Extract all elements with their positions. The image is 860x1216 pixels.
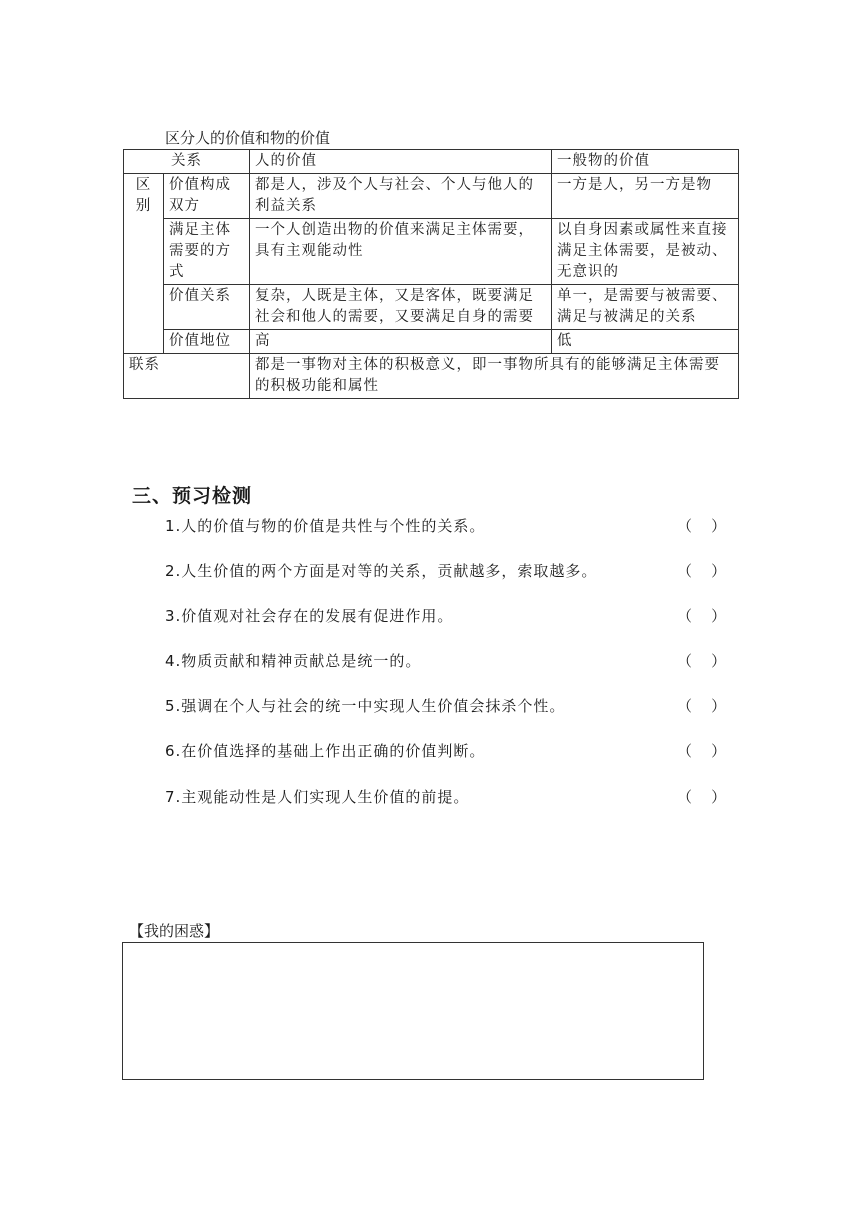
- row-aspect: 满足主体需要的方式: [164, 219, 250, 285]
- question-text: 6.在价值选择的基础上作出正确的价值判断。: [165, 742, 486, 760]
- comparison-table: [123, 149, 739, 399]
- question-item: [165, 651, 725, 671]
- table-row: [124, 174, 739, 219]
- header-human-value: 人的价值: [250, 150, 552, 174]
- answer-blank[interactable]: （ ）: [677, 742, 727, 760]
- table-row: [124, 285, 739, 330]
- row-aspect: 价值构成双方: [164, 174, 250, 219]
- answer-blank[interactable]: （ ）: [677, 607, 727, 625]
- question-item: [165, 516, 725, 536]
- header-thing-value: 一般物的价值: [552, 150, 739, 174]
- row-aspect: 价值关系: [164, 285, 250, 330]
- table-row: [124, 219, 739, 285]
- row-aspect: 价值地位: [164, 330, 250, 354]
- question-item: [165, 787, 725, 807]
- table-header-row: [124, 150, 739, 174]
- question-text: 2.人生价值的两个方面是对等的关系，贡献越多，索取越多。: [165, 562, 598, 580]
- link-label: 联系: [124, 354, 250, 399]
- answer-blank[interactable]: （ ）: [677, 562, 727, 580]
- question-item: [165, 606, 725, 626]
- question-text: 1.人的价值与物的价值是共性与个性的关系。: [165, 517, 486, 535]
- row-thing: 一方是人，另一方是物: [552, 174, 739, 219]
- row-thing: 以自身因素或属性来直接满足主体需要，是被动、无意识的: [552, 219, 739, 285]
- question-item: [165, 741, 725, 761]
- table-row: [124, 330, 739, 354]
- question-item: [165, 696, 725, 716]
- header-relation: 关系: [124, 150, 250, 174]
- question-text: 5.强调在个人与社会的统一中实现人生价值会抹杀个性。: [165, 697, 566, 715]
- question-text: 3.价值观对社会存在的发展有促进作用。: [165, 607, 454, 625]
- group-label-difference: 区别: [124, 174, 164, 354]
- row-human: 都是人，涉及个人与社会、个人与他人的利益关系: [250, 174, 552, 219]
- question-text: 4.物质贡献和精神贡献总是统一的。: [165, 652, 422, 670]
- link-text: 都是一事物对主体的积极意义，即一事物所具有的能够满足主体需要的积极功能和属性: [250, 354, 739, 399]
- section-title: 三、预习检测: [132, 485, 253, 507]
- question-text: 7.主观能动性是人们实现人生价值的前提。: [165, 788, 470, 806]
- row-human: 复杂，人既是主体，又是客体，既要满足社会和他人的需要，又要满足自身的需要: [250, 285, 552, 330]
- answer-blank[interactable]: （ ）: [677, 517, 727, 535]
- row-thing: 低: [552, 330, 739, 354]
- question-item: [165, 561, 725, 581]
- answer-blank[interactable]: （ ）: [677, 788, 727, 806]
- table-link-row: [124, 354, 739, 399]
- row-thing: 单一，是需要与被需要、满足与被满足的关系: [552, 285, 739, 330]
- table-caption: 区分人的价值和物的价值: [165, 129, 331, 147]
- confusion-title: 【我的困惑】: [129, 922, 220, 940]
- confusion-answer-box[interactable]: [122, 942, 704, 1080]
- answer-blank[interactable]: （ ）: [677, 652, 727, 670]
- answer-blank[interactable]: （ ）: [677, 697, 727, 715]
- row-human: 一个人创造出物的价值来满足主体需要，具有主观能动性: [250, 219, 552, 285]
- row-human: 高: [250, 330, 552, 354]
